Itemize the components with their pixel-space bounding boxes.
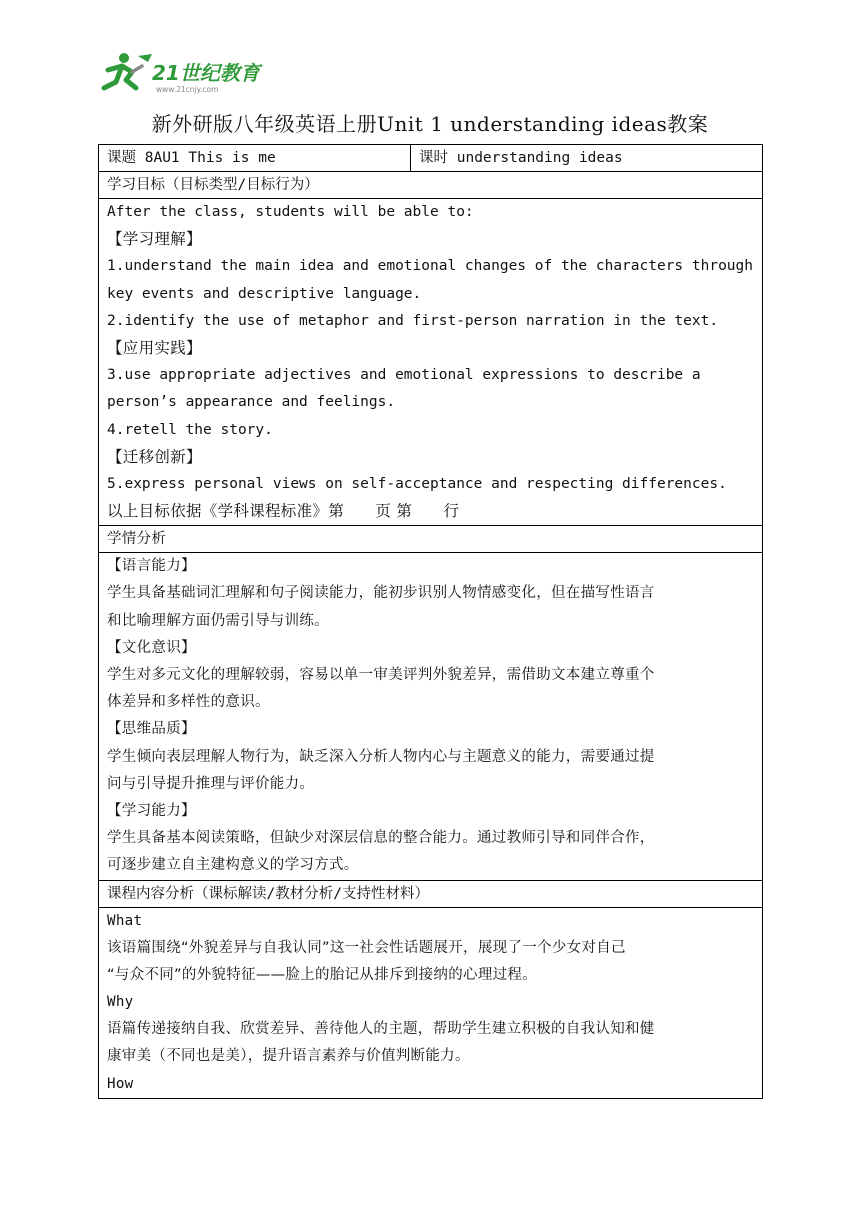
goals-body-row <box>99 199 763 526</box>
lesson-plan-table <box>98 144 763 1099</box>
logo-url: www.21cnjy.com <box>156 85 219 94</box>
content-line: What <box>107 912 143 929</box>
analysis-line: 【语言能力】 <box>107 558 196 575</box>
goals-line: After the class, students will be able to: <box>107 204 474 220</box>
content-line: “与众不同”的外貌特征——脸上的胎记从排斥到接纳的心理过程。 <box>107 966 538 983</box>
goals-line: 以上目标依据《学科课程标准》第 页 第 行 <box>107 502 460 521</box>
content-body-row <box>99 907 763 1098</box>
content-line: 康审美（不同也是美），提升语言素养与价值判断能力。 <box>107 1048 470 1065</box>
goals-line: 【学习理解】 <box>107 230 202 249</box>
analysis-body <box>99 553 763 880</box>
content-line: Why <box>107 994 134 1011</box>
topic-cell: 课题 8AU1 This is me <box>99 145 411 172</box>
analysis-line: 学生具备基本阅读策略，但缺少对深层信息的整合能力。通过教师引导和同伴合作， <box>107 830 655 847</box>
analysis-body-row <box>99 553 763 880</box>
runner-logo-icon <box>98 50 268 96</box>
content-header-row <box>99 880 763 907</box>
goals-line: 1.understand the main idea and emotional changes of the characters through <box>107 258 754 275</box>
goals-body <box>99 199 763 526</box>
analysis-line: 【学习能力】 <box>107 802 196 819</box>
content-body <box>99 907 763 1098</box>
topic-row <box>99 145 763 172</box>
goals-line: 3.use appropriate adjectives and emotional expressions to describe a <box>107 367 701 384</box>
goals-header-row <box>99 172 763 199</box>
goals-line: person’s appearance and feelings. <box>107 394 396 411</box>
content-line: 该语篇围绕“外貌差异与自我认同”这一社会性话题展开，展现了一个少女对自己 <box>107 939 626 956</box>
analysis-line: 学生对多元文化的理解较弱，容易以单一审美评判外貌差异，需借助文本建立尊重个 <box>107 667 655 683</box>
analysis-header-row <box>99 526 763 553</box>
content-header: 课程内容分析（课标解读/教材分析/支持性材料） <box>99 880 763 907</box>
analysis-line: 学生具备基础词汇理解和句子阅读能力，能初步识别人物情感变化，但在描写性语言 <box>107 585 655 602</box>
goals-line: 【迁移创新】 <box>107 447 202 466</box>
goals-line: 2.identify the use of metaphor and first-person narration in the text. <box>107 312 719 329</box>
document-title: 新外研版八年级英语上册Unit 1 understanding ideas教案 <box>151 112 709 136</box>
analysis-line: 可逐步建立自主建构意义的学习方式。 <box>107 857 359 874</box>
lesson-period-cell: 课时 understanding ideas <box>411 145 763 172</box>
content-line: 语篇传递接纳自我、欣赏差异、善待他人的主题，帮助学生建立积极的自我认知和健 <box>107 1021 655 1038</box>
goals-line: 【应用实践】 <box>107 338 202 357</box>
analysis-line: 【思维品质】 <box>107 721 196 738</box>
analysis-line: 问与引导提升推理与评价能力。 <box>107 775 315 792</box>
analysis-header: 学情分析 <box>99 526 763 553</box>
goals-line: key events and descriptive language. <box>107 285 422 302</box>
analysis-line: 和比喻理解方面仍需引导与训练。 <box>107 612 329 629</box>
analysis-line: 学生倾向表层理解人物行为，缺乏深入分析人物内心与主题意义的能力，需要通过提 <box>107 748 655 765</box>
analysis-line: 体差异和多样性的意识。 <box>107 694 270 711</box>
content-line: How <box>107 1075 134 1092</box>
logo-brand: 21世纪教育 <box>152 61 260 85</box>
logo <box>98 50 268 96</box>
goals-line: 4.retell the story. <box>107 421 273 438</box>
goals-line: 5.express personal views on self-acceptance and respecting differences. <box>107 475 727 492</box>
analysis-line: 【文化意识】 <box>107 639 196 656</box>
goals-header: 学习目标（目标类型/目标行为） <box>99 172 763 199</box>
